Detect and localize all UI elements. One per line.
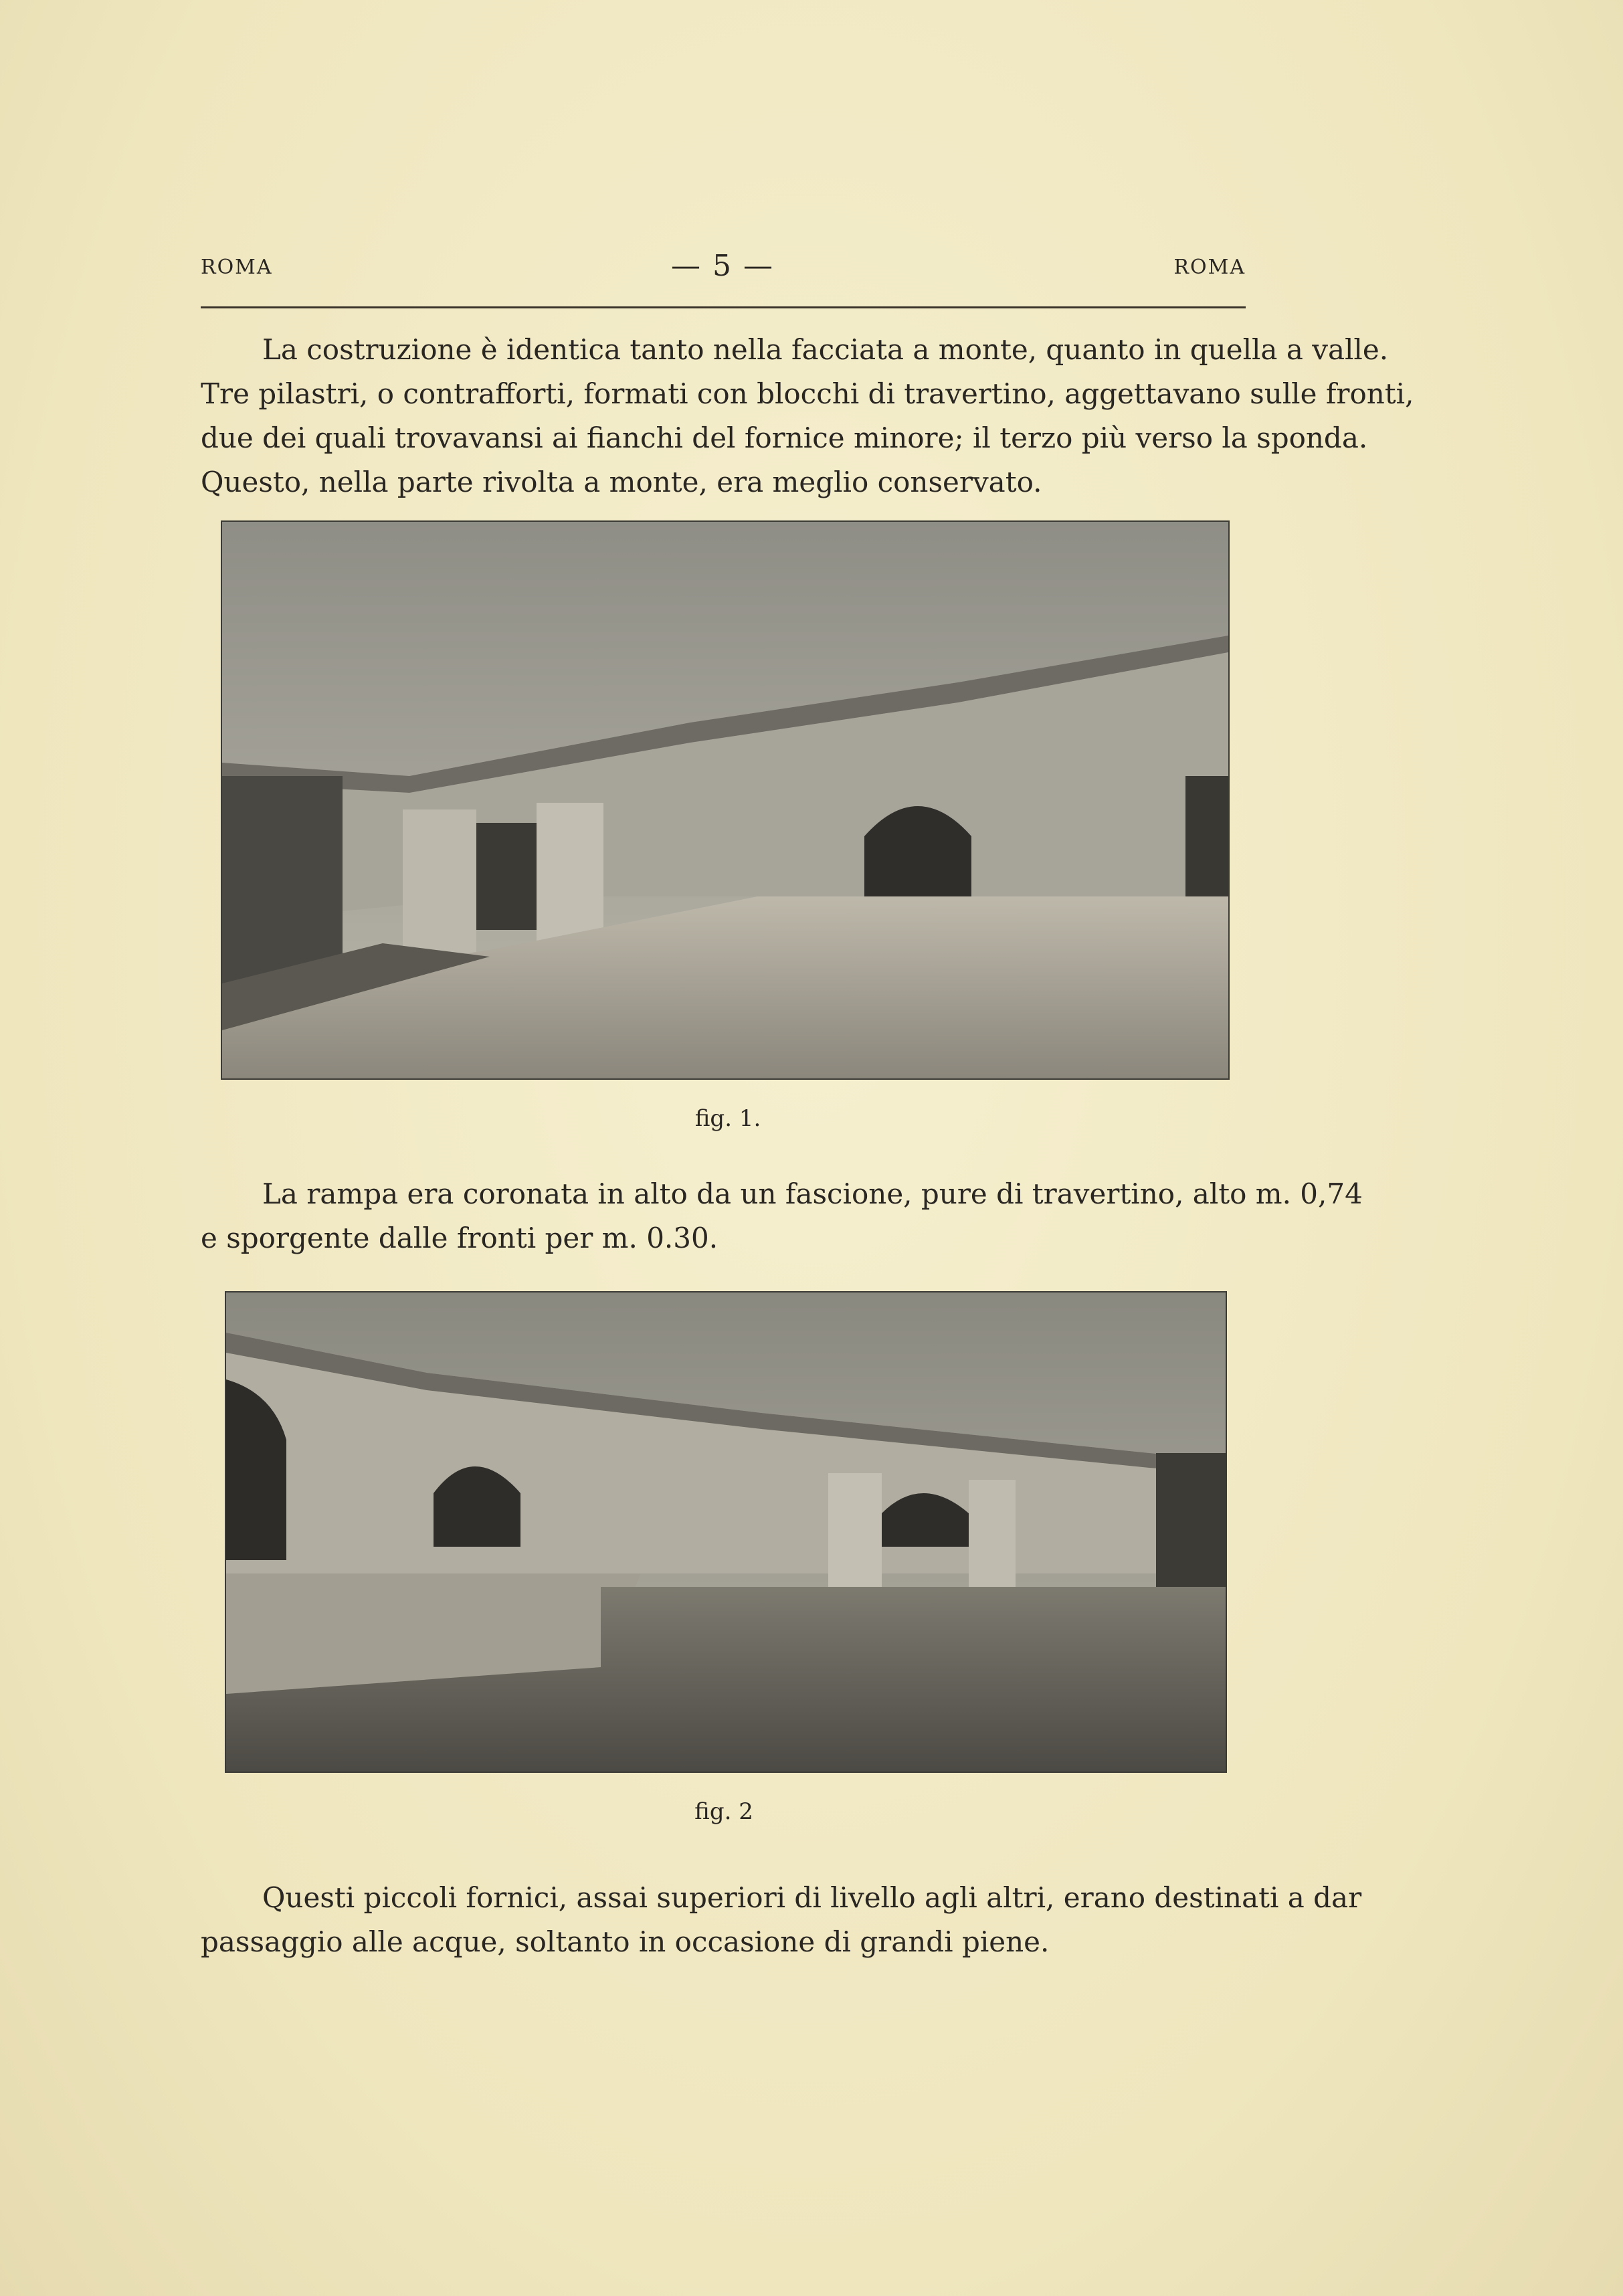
bridge-photo-2 — [226, 1293, 1226, 1772]
figure-1-photo — [221, 520, 1230, 1080]
paragraph-line: La rampa era coronata in alto da un fascione, pure di travertino, alto m. 0,74 — [262, 1177, 1363, 1210]
header-rule — [201, 306, 1246, 308]
paragraph-1 — [201, 328, 1414, 504]
paragraph-line: due dei quali trovavansi ai fianchi del fornice minore; il terzo più verso la sponda. — [201, 421, 1368, 454]
header-right: ROMA — [1173, 256, 1246, 279]
paragraph-line: passaggio alle acque, soltanto in occasione di grandi piene. — [201, 1925, 1050, 1958]
running-header — [201, 249, 1246, 289]
paragraph-3 — [201, 1876, 1362, 1964]
paragraph-line: e sporgente dalle fronti per m. 0.30. — [201, 1222, 719, 1254]
paragraph-line: Questo, nella parte rivolta a monte, era meglio conservato. — [201, 466, 1042, 498]
paragraph-2 — [201, 1172, 1363, 1260]
figure-2-caption: fig. 2 — [694, 1798, 753, 1825]
paragraph-line: Tre pilastri, o contrafforti, formati con blocchi di travertino, aggettavano sulle fronti, — [201, 377, 1414, 410]
bridge-photo-1 — [222, 522, 1228, 1078]
page-number: — 5 — — [671, 249, 774, 283]
figure-2-photo — [225, 1291, 1227, 1773]
paragraph-line: Questi piccoli fornici, assai superiori di livello agli altri, erano destinati a dar — [262, 1881, 1362, 1914]
header-left: ROMA — [201, 256, 273, 279]
figure-1-caption: fig. 1. — [694, 1105, 761, 1132]
paragraph-line: La costruzione è identica tanto nella facciata a monte, quanto in quella a valle. — [262, 333, 1389, 366]
